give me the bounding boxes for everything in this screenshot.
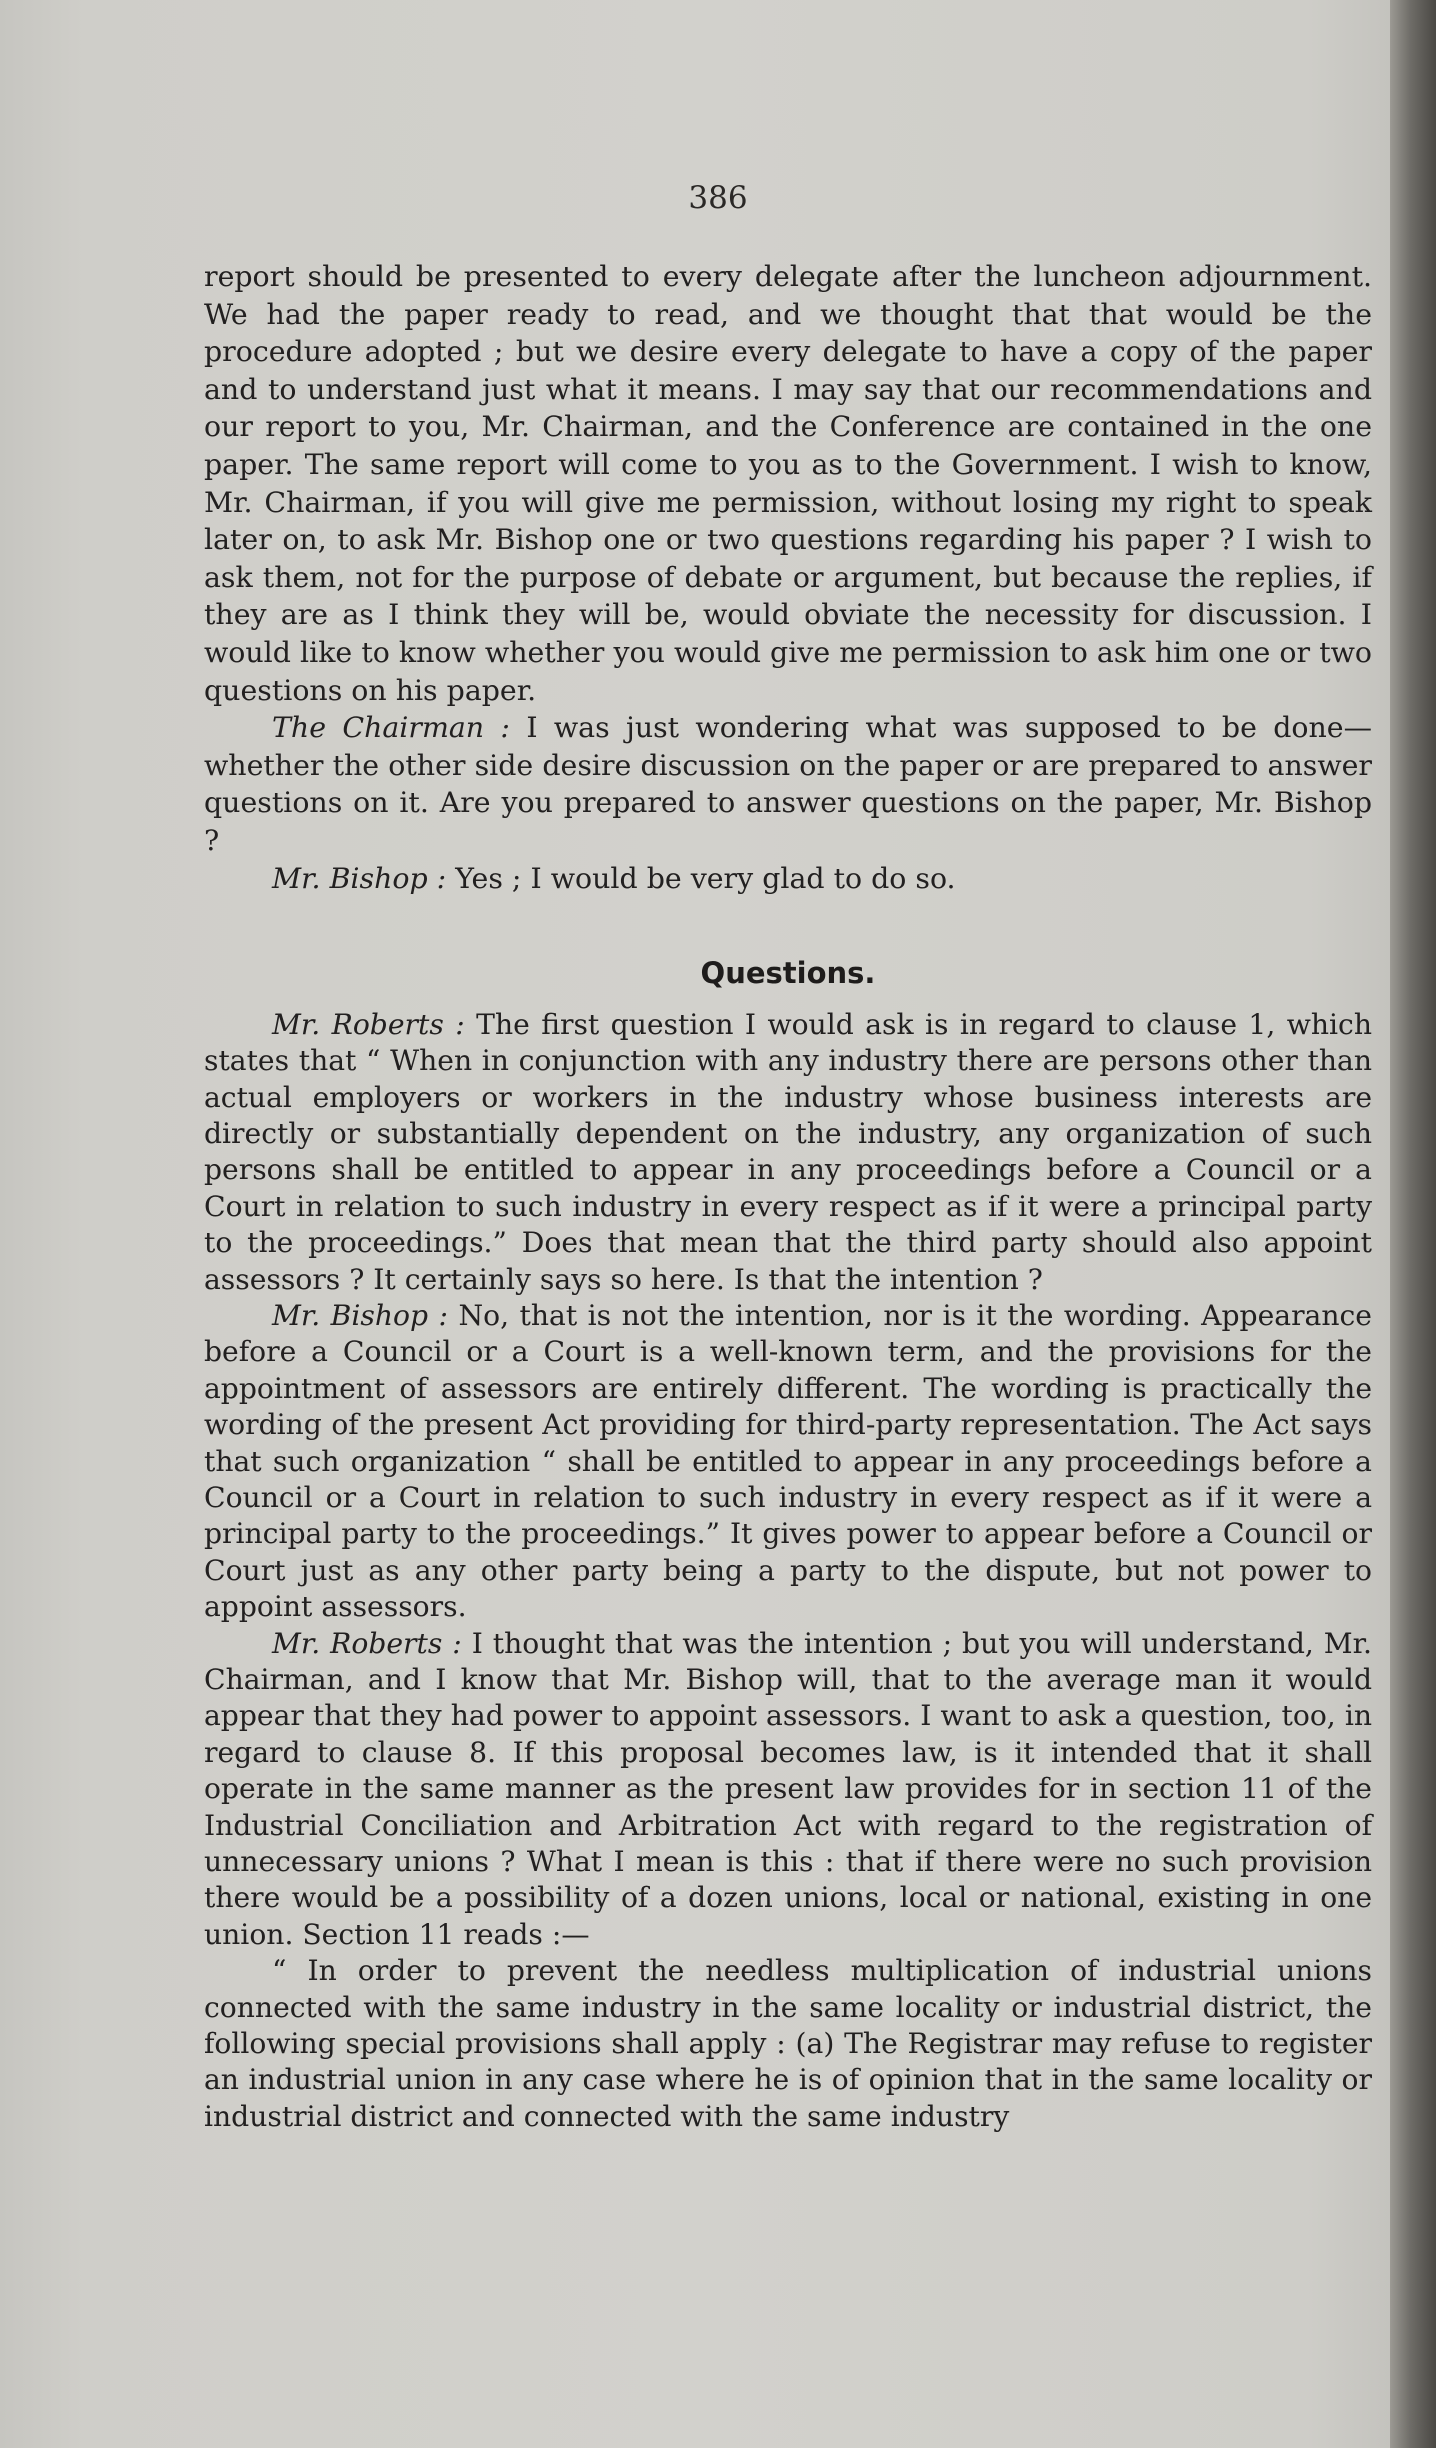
book-spine-shadow xyxy=(1390,0,1436,2448)
document-body xyxy=(204,258,1372,2135)
speaker-label: Mr. Roberts : xyxy=(272,1626,462,1660)
speaker-label: Mr. Bishop : xyxy=(272,861,447,895)
speaker-label: Mr. Roberts : xyxy=(272,1007,465,1041)
speech-text: I was just wondering what was supposed to be done—whether the other side desire discussion on the paper or are prepared to answer questions on it. Are you prepared to answer questions on the paper, Mr. Bishop ? xyxy=(204,711,1372,857)
paragraph-bishop-answer xyxy=(204,1298,1372,1626)
speaker-label: The Chairman : xyxy=(272,711,510,745)
speech-text: No, that is not the intention, nor is it the wording. Appearance before a Council or a Court is a well-known term, and the provisions for the appointment of assessors are entirely different. The wording is practically the wording of the present Act providing for third-party representation. The Act says that such organization “ shall be entitled to appear in any proceedings before a Council or a Court in relation to such industry in every respect as if it were a principal party to the proceedings.” It gives power to appear before a Council or Court just as any other party being a party to the dispute, but not power to appoint assessors. xyxy=(204,1298,1372,1624)
page-number: 386 xyxy=(688,180,748,216)
speech-text: Yes ; I would be very glad to do so. xyxy=(446,861,956,895)
paragraph-section-quote: “ In order to prevent the needless multiplication of industrial unions connected with the same industry in the same locality or industrial district, the following special provisions shall apply : (a) The Registrar may refuse to register an industrial union in any case where he is of opinion that in the same locality or industrial district and connected with the same industry xyxy=(204,1954,1372,2133)
speaker-label: Mr. Bishop : xyxy=(272,1298,449,1332)
paragraph-roberts-followup xyxy=(204,1626,1372,1954)
section-heading: Questions. xyxy=(700,956,876,991)
speech-text: The first question I would ask is in regard to clause 1, which states that “ When in conjunction with any industry there are persons other than actual employers or workers in the industry whose business interests are directly or substantially dependent on the industry, any organization of such persons shall be entitled to appear in any proceedings before a Council or a Court in relation to such industry in every respect as if it were a principal party to the proceedings.” Does that mean that the third party should also appoint assessors ? It certainly says so here. Is that the intention ? xyxy=(204,1007,1372,1296)
paragraph-roberts-question xyxy=(204,1007,1372,1298)
paragraph-bishop-reply xyxy=(204,860,1372,898)
speech-text: I thought that was the intention ; but you will understand, Mr. Chairman, and I know that Mr. Bishop will, that to the average man it would appear that they had power to appoint assessors. I want to ask a question, too, in regard to clause 8. If this proposal becomes law, is it intended that it shall operate in the same manner as the present law provides for in section 11 of the Industrial Conciliation and Arbitration Act with regard to the registration of unnecessary unions ? What I mean is this : that if there were no such provision there would be a possibility of a dozen unions, local or national, existing in one union. Section 11 reads :— xyxy=(204,1626,1372,1951)
paragraph-continuation: report should be presented to every delegate after the luncheon adjournment. We had the paper ready to read, and we thought that that would be the procedure adopted ; but we desire every delegate to have a copy of the paper and to understand just what it means. I may say that our recommendations and our report to you, Mr. Chairman, and the Conference are contained in the one paper. The same report will come to you as to the Government. I wish to know, Mr. Chairman, if you will give me permission, without losing my right to speak later on, to ask Mr. Bishop one or two questions regarding his paper ? I wish to ask them, not for the purpose of debate or argument, but because the replies, if they are as I think they will be, would obviate the necessity for discussion. I would like to know whether you would give me permission to ask him one or two questions on his paper. xyxy=(204,260,1372,707)
paragraph-chairman xyxy=(204,709,1372,859)
